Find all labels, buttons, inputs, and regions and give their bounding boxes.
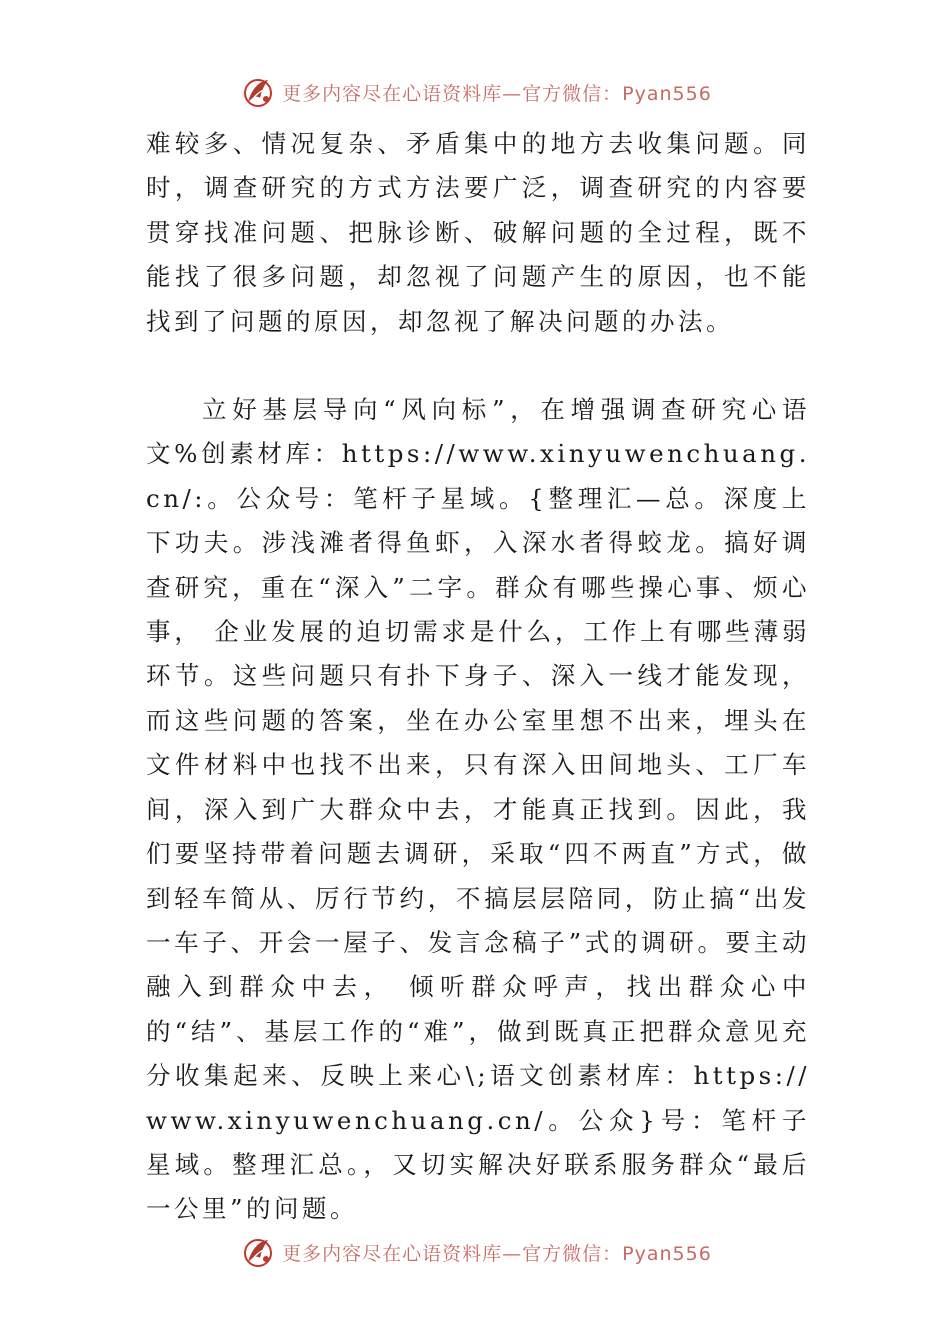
header-wechat-id: Pyan556 xyxy=(622,82,712,105)
red-seal-logo-icon xyxy=(238,1232,278,1272)
red-seal-logo-icon xyxy=(238,72,278,112)
footer-banner-text: 更多内容尽在心语资料库—官方微信：Pyan556 xyxy=(282,1242,712,1265)
footer-banner xyxy=(0,1232,950,1272)
paragraph-1: 难较多、情况复杂、矛盾集中的地方去收集问题。同时，调查研究的方式方法要广泛，调查研究的内容要贯穿找准问题、把脉诊断、破解问题的全过程，既不能找了很多问题，却忽视了问题产生的原因，也不能找到了问题的原因，却忽视了解决问题的办法。 xyxy=(146,129,810,336)
footer-wechat-id: Pyan556 xyxy=(622,1242,712,1265)
document-body xyxy=(146,122,810,1232)
header-banner-text: 更多内容尽在心语资料库—官方微信：Pyan556 xyxy=(282,82,712,105)
paragraph-2: 立好基层导向“风向标”，在增强调查研究心语文%创素材库：https://www.xinyuwenchuang.cn/:。公众号：笔杆子星域。{整理汇—总。深度上下功夫。涉浅滩者得鱼虾，入深水者得蛟龙。搞好调查研究，重在“深入”二字。群众有哪些操心事、烦心事， 企业发展的迫切需求是什么，工作上有哪些薄弱环节。这些问题只有扑下身子、深入一线才能发现，而这些问题的答案，坐在办公室里想不出来，埋头在文件材料中也找不出来，只有深入田间地头、工厂车间，深入到广大群众中去，才能真正找到。因此，我们要坚持带着问题去调研，采取“四不两直”方式，做到轻车简从、厉行节约，不搞层层陪同，防止搞“出发一车子、开会一屋子、发言念稿子”式的调研。要主动融入到群众中去， 倾听群众呼声，找出群众心中的“结”、基层工作的“难”，做到既真正把群众意见充分收集起来、反映上来心\;语文创素材库：https://www.xinyuwenchuang.cn/。公众}号：笔杆子星域。整理汇总。，又切实解决好联系服务群众“最后一公里”的问题。 xyxy=(146,395,810,1224)
header-banner xyxy=(0,72,950,112)
